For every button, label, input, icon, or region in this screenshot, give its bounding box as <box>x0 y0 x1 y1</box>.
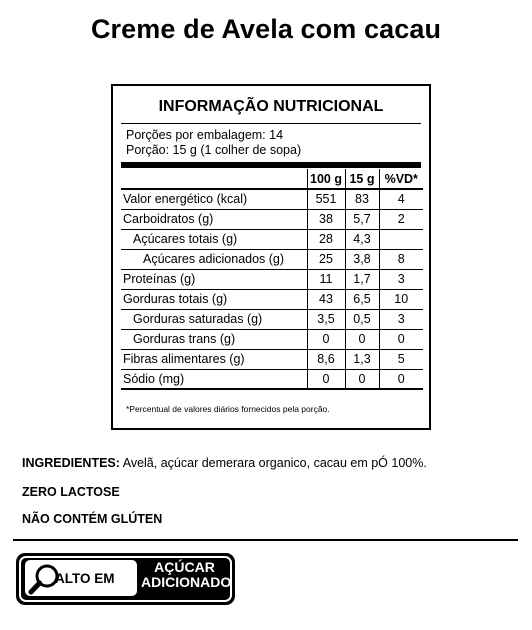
value-per-100g: 0 <box>307 369 345 389</box>
value-per-100g: 43 <box>307 289 345 309</box>
daily-value: 5 <box>379 349 423 369</box>
value-per-100g: 8,6 <box>307 349 345 369</box>
front-warning-label <box>16 553 235 605</box>
servings-per-package: Porções por embalagem: 14 <box>126 128 284 142</box>
table-row <box>121 209 423 229</box>
warning-left-box <box>25 560 137 596</box>
heading-divider <box>121 123 421 124</box>
daily-value: 0 <box>379 329 423 349</box>
section-divider <box>13 539 518 541</box>
nutrition-table <box>121 169 423 390</box>
table-row <box>121 249 423 269</box>
nutrient-label: Fibras alimentares (g) <box>121 349 307 369</box>
daily-value: 8 <box>379 249 423 269</box>
value-per-15g: 5,7 <box>345 209 379 229</box>
nutrient-label: Gorduras trans (g) <box>121 329 307 349</box>
table-row <box>121 229 423 249</box>
value-per-15g: 1,3 <box>345 349 379 369</box>
value-per-100g: 28 <box>307 229 345 249</box>
claim-zero-lactose: ZERO LACTOSE <box>22 485 120 499</box>
nutrient-label: Sódio (mg) <box>121 369 307 389</box>
label-column-header <box>121 169 307 189</box>
daily-value <box>379 229 423 249</box>
nutrient-label: Carboidratos (g) <box>121 209 307 229</box>
table-row <box>121 329 423 349</box>
daily-value: 4 <box>379 189 423 209</box>
table-header-row <box>121 169 423 189</box>
nutrient-label: Gorduras saturadas (g) <box>121 309 307 329</box>
value-per-15g: 0,5 <box>345 309 379 329</box>
warning-line-1: AÇÚCAR <box>154 559 215 575</box>
value-per-100g: 38 <box>307 209 345 229</box>
warning-line-2: ADICIONADO <box>141 574 232 590</box>
table-row <box>121 269 423 289</box>
value-per-100g: 25 <box>307 249 345 269</box>
nutrition-facts-panel <box>111 84 431 430</box>
ingredients <box>22 456 427 470</box>
table-row <box>121 309 423 329</box>
table-row <box>121 189 423 209</box>
panel-heading: INFORMAÇÃO NUTRICIONAL <box>158 98 384 115</box>
daily-value: 2 <box>379 209 423 229</box>
warning-left-text: ALTO EM <box>55 571 115 586</box>
value-per-15g: 0 <box>345 369 379 389</box>
product-title: Creme de Avela com cacau <box>90 14 442 44</box>
nutrient-label: Açúcares adicionados (g) <box>121 249 307 269</box>
nutrient-label: Gorduras totais (g) <box>121 289 307 309</box>
warning-right-text <box>141 559 232 596</box>
table-row <box>121 349 423 369</box>
value-per-15g: 83 <box>345 189 379 209</box>
table-row <box>121 369 423 389</box>
column-header-100g: 100 g <box>307 169 345 189</box>
claim-gluten-free: NÃO CONTÉM GLÚTEN <box>22 512 163 526</box>
value-per-15g: 1,7 <box>345 269 379 289</box>
nutrient-label: Proteínas (g) <box>121 269 307 289</box>
footnote: *Percentual de valores diários fornecidos pela porção. <box>126 404 330 414</box>
value-per-15g: 3,8 <box>345 249 379 269</box>
daily-value: 3 <box>379 309 423 329</box>
serving-size: Porção: 15 g (1 colher de sopa) <box>126 143 302 157</box>
value-per-100g: 551 <box>307 189 345 209</box>
value-per-15g: 0 <box>345 329 379 349</box>
value-per-15g: 4,3 <box>345 229 379 249</box>
value-per-100g: 0 <box>307 329 345 349</box>
ingredients-text: Avelã, açúcar demerara organico, cacau em pÓ 100%. <box>119 456 427 470</box>
value-per-15g: 6,5 <box>345 289 379 309</box>
ingredients-label: INGREDIENTES: <box>22 456 120 470</box>
column-header-vd: %VD* <box>379 169 423 189</box>
daily-value: 10 <box>379 289 423 309</box>
nutrient-label: Valor energético (kcal) <box>121 189 307 209</box>
table-row <box>121 289 423 309</box>
thick-divider <box>121 162 421 168</box>
daily-value: 0 <box>379 369 423 389</box>
value-per-100g: 11 <box>307 269 345 289</box>
nutrient-label: Açúcares totais (g) <box>121 229 307 249</box>
column-header-15g: 15 g <box>345 169 379 189</box>
daily-value: 3 <box>379 269 423 289</box>
value-per-100g: 3,5 <box>307 309 345 329</box>
